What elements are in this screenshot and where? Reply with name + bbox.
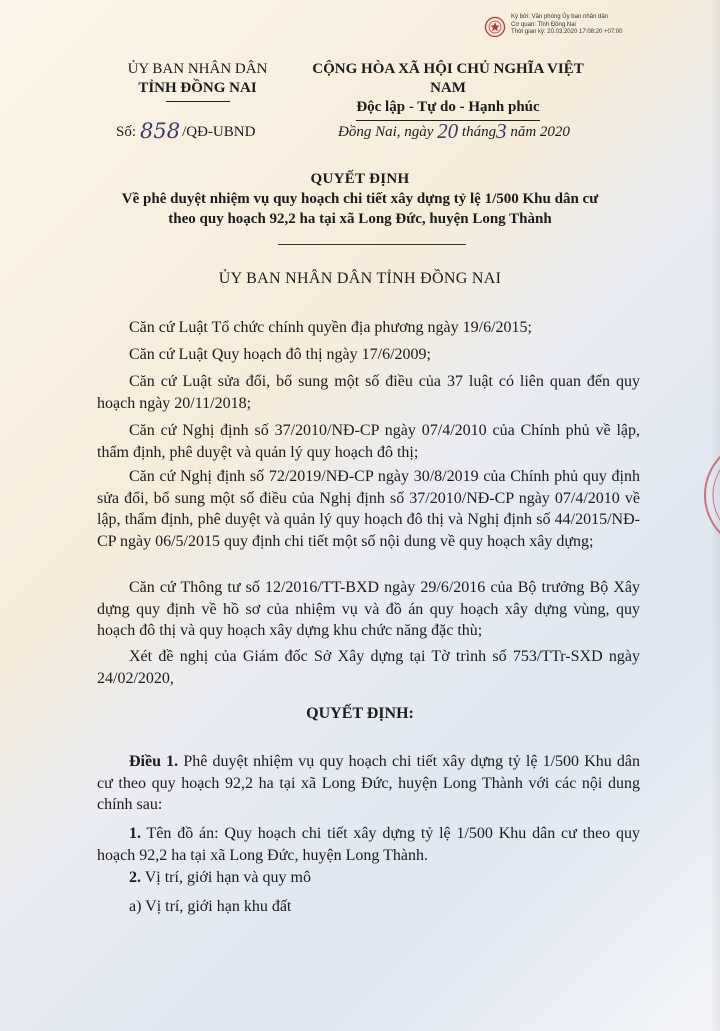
number-handwritten: 858 [140, 119, 181, 143]
title-divider [278, 244, 466, 245]
basis-text: Căn cứ Luật sửa đổi, bổ sung một số điều của 37 luật có liên quan đến quy hoạch ngày 20/11/2018; [97, 373, 640, 412]
nation-name: CỘNG HÒA XÃ HỘI CHỦ NGHĨA VIỆT NAM [312, 61, 584, 96]
item-1 [97, 823, 640, 866]
org-name-line1: ỦY BAN NHÂN DÂN [127, 61, 268, 77]
item-1-label: 1. [129, 825, 141, 842]
authority-heading: ỦY BAN NHÂN DÂN TỈNH ĐỒNG NAI [218, 270, 502, 287]
digital-signature-box [484, 14, 654, 44]
issuing-authority-header [110, 60, 285, 102]
national-motto-header [298, 60, 598, 121]
title-line2: theo quy hoạch 92,2 ha tại xã Long Đức, huyện Long Thành [168, 211, 552, 227]
item-1-text: Tên đồ án: Quy hoạch chi tiết xây dựng tỷ lệ 1/500 Khu dân cư theo quy hoạch 92,2 ha tại xã Long Đức, huyện Long Thành. [97, 825, 640, 864]
date-day-handwritten: 20 [437, 119, 459, 143]
basis-paragraph [97, 646, 640, 689]
article-1-text: Phê duyệt nhiệm vụ quy hoạch chi tiết xây dựng tỷ lệ 1/500 Khu dân cư theo quy hoạch 92,2 ha tại xã Long Đức, huyện Long Thành với các nội dung chính sau: [97, 753, 641, 813]
item-2 [97, 867, 640, 889]
date-month-handwritten: 3 [496, 119, 507, 143]
basis-text: Căn cứ Luật Tổ chức chính quyền địa phương ngày 19/6/2015; [129, 319, 532, 336]
signature-time: Thời gian ký: 20.03.2020 17:08:20 +07:00 [511, 29, 623, 35]
signature-signer: Ký bởi: Văn phòng Ủy ban nhân dân [511, 14, 609, 20]
date-year: năm 2020 [510, 124, 570, 140]
issue-date [338, 117, 570, 142]
item-2a-text: a) Vị trí, giới hạn khu đất [129, 898, 292, 915]
basis-paragraph [97, 371, 640, 414]
nation-motto: Độc lập - Tự do - Hạnh phúc [356, 99, 540, 115]
title-heading: QUYẾT ĐỊNH [310, 171, 410, 187]
basis-text: Căn cứ Nghị định số 72/2019/NĐ-CP ngày 30/8/2019 của Chính phủ quy định sửa đổi, bổ sung một số điều của Nghị định số 37/2010/NĐ-CP ngày 07/4/2010 về lập, thẩm định, phê duyệt và quản lý quy hoạch đô thị và Nghị định số 44/2015/NĐ-CP ngày 06/5/2015 quy định chi tiết một số nội dung về quy hoạch xây dựng; [97, 468, 640, 550]
number-suffix: /QĐ-UBND [182, 124, 256, 140]
basis-paragraph [97, 577, 640, 642]
org-name-line2: TỈNH ĐỒNG NAI [138, 80, 257, 96]
basis-paragraph [97, 317, 640, 339]
basis-text: Xét đề nghị của Giám đốc Sở Xây dựng tại Tờ trình số 753/TTr-SXD ngày 24/02/2020, [97, 648, 640, 687]
date-month-label: tháng [461, 124, 497, 140]
basis-text: Căn cứ Luật Quy hoạch đô thị ngày 17/6/2009; [129, 346, 431, 363]
number-prefix: Số: [116, 124, 137, 140]
document-number [116, 117, 255, 141]
signature-agency: Cơ quan: Tỉnh Đồng Nai [511, 21, 576, 28]
item-2-text: Vị trí, giới hạn và quy mô [144, 869, 311, 886]
article-1-label: Điều 1. [129, 753, 179, 770]
basis-paragraph [97, 420, 640, 463]
decision-title [80, 169, 640, 229]
article-1 [97, 751, 640, 816]
item-2-label: 2. [129, 869, 141, 886]
date-prefix: Đồng Nai, ngày [338, 124, 434, 140]
basis-text: Căn cứ Thông tư số 12/2016/TT-BXD ngày 29/6/2016 của Bộ trưởng Bộ Xây dựng quy định về hồ sơ của nhiệm vụ và đồ án quy hoạch xây dựng vùng, quy hoạch đô thị và quy hoạch xây dựng khu chức năng đặc thù; [97, 579, 640, 639]
basis-paragraph [97, 344, 640, 366]
basis-paragraph [97, 466, 640, 552]
title-line1: Về phê duyệt nhiệm vụ quy hoạch chi tiết xây dựng tỷ lệ 1/500 Khu dân cư [121, 191, 599, 207]
item-2a [97, 896, 640, 918]
decision-heading: QUYẾT ĐỊNH: [306, 705, 414, 722]
red-stamp-icon [700, 430, 720, 560]
org-underline [166, 101, 230, 102]
seal-icon [484, 16, 506, 38]
basis-text: Căn cứ Nghị định số 37/2010/NĐ-CP ngày 07/4/2010 của Chính phủ về lập, thẩm định, phê duyệt và quản lý quy hoạch đô thị; [97, 422, 640, 461]
